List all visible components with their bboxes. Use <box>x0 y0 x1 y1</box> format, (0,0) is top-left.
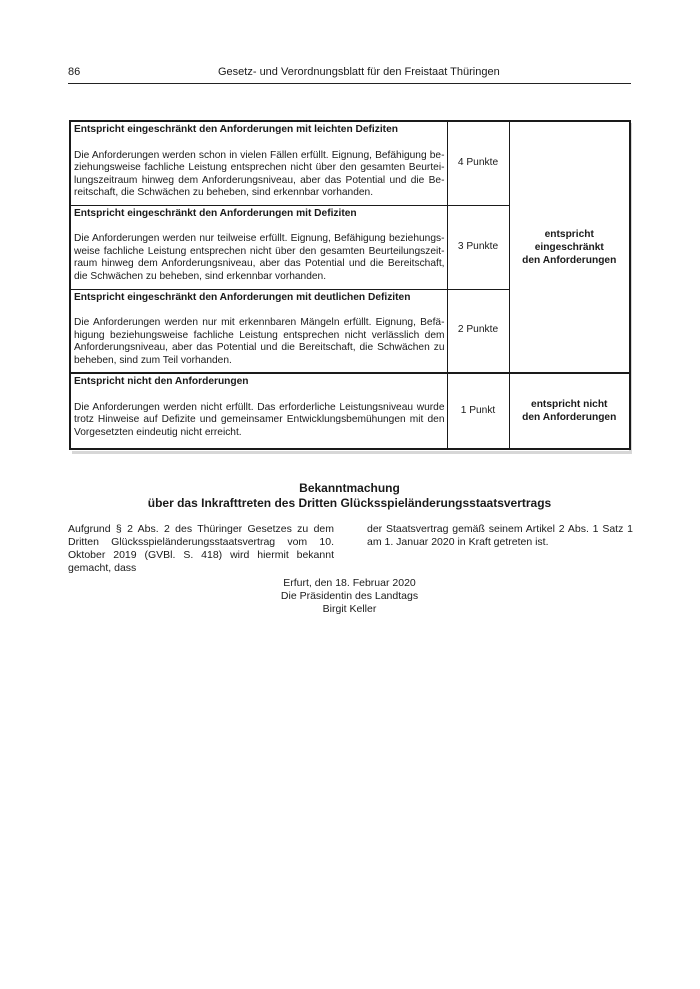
row-title: Entspricht eingeschränkt den Anforderungen mit deutlichen Defiziten <box>74 291 411 303</box>
row-points: 3 Punkte <box>447 205 509 289</box>
announcement-text-left: Aufgrund § 2 Abs. 2 des Thüringer Gesetzes zu dem Dritten Glücksspieländerungsstaatsvertrag vom 10. Oktober 2019 (GVBl. S. 418) wird hiermit bekannt gemacht, dass <box>68 523 334 574</box>
evaluation-table <box>69 120 631 450</box>
category-line: eingeschränkt <box>534 241 604 253</box>
heading-line: Bekanntmachung <box>299 481 400 495</box>
row-description <box>70 205 447 289</box>
heading-line: über das Inkrafttreten des Dritten Glücksspieländerungsstaatsvertrags <box>147 496 552 510</box>
signer-name: Birgit Keller <box>322 603 377 615</box>
signature-block <box>68 577 631 616</box>
publication-title: Gesetz- und Verordnungsblatt für den Freistaat Thüringen <box>218 66 500 78</box>
row-points: 2 Punkte <box>447 289 509 373</box>
category-limited <box>509 121 630 373</box>
category-not <box>509 373 630 449</box>
table-row <box>70 373 630 449</box>
table-shadow-bottom <box>72 451 632 454</box>
row-text: Die Anforderungen werden nur teilweise erfüllt. Eignung, Befähigung beziehungsweise fachliche Leistung entsprechen nicht über den gesamten Beurteilungszeitraum hinweg dem Anforderungsniveau, aber das Potential und die Bereitschaft, die Schwächen zu beheben, sind erkennbar vorhanden. <box>74 233 445 282</box>
category-line: entspricht nicht <box>531 399 608 410</box>
row-title: Entspricht nicht den Anforderungen <box>74 376 249 387</box>
place-date: Erfurt, den 18. Februar 2020 <box>283 577 416 589</box>
header-rule <box>68 83 631 84</box>
category-line: entspricht <box>544 228 594 240</box>
row-points: 4 Punkte <box>447 121 509 205</box>
category-line: den Anforderungen <box>522 412 617 423</box>
row-title: Entspricht eingeschränkt den Anforderungen mit Defiziten <box>74 207 357 219</box>
announcement-heading <box>68 481 631 511</box>
row-text: Die Anforderungen werden nicht erfüllt. Das erforderliche Leistungsniveau wurde trotz Hinweise auf Defizite und gemeinsamer Entwicklungsbemühungen mit den Vorgesetzten eindeutig nicht erreicht. <box>74 401 445 438</box>
announcement-text-right: der Staatsvertrag gemäß seinem Artikel 2 Abs. 1 Satz 1 am 1. Januar 2020 in Kraft getreten ist. <box>367 523 633 548</box>
row-text: Die Anforderungen werden schon in vielen Fällen erfüllt. Eignung, Befähigung beziehungsweise fachliche Leistung entsprechen nicht über den gesamten Beurteilungszeitraum hinweg dem Anforderungsniveau, aber das Potential und die Bereitschaft, die Schwächen zu beheben, sind erkennbar vorhanden. <box>74 149 445 199</box>
table-row <box>70 121 630 205</box>
row-text: Die Anforderungen werden nur mit erkennbaren Mängeln erfüllt. Eignung, Befähigung beziehungsweise fachliche Leistung entsprechen nicht verlässlich dem Anforderungsniveau, aber das Potential und die Bereitschaft, die Schwächen zu beheben, sind zum Teil vorhanden. <box>74 317 445 366</box>
row-title: Entspricht eingeschränkt den Anforderungen mit leichten Defiziten <box>74 124 398 135</box>
category-line: den Anforderungen <box>522 254 617 266</box>
signer-role: Die Präsidentin des Landtags <box>280 590 419 602</box>
page-number: 86 <box>68 66 81 78</box>
row-description <box>70 289 447 373</box>
row-description <box>70 373 447 449</box>
page-header <box>68 66 631 78</box>
row-description <box>70 121 447 205</box>
row-points: 1 Punkt <box>447 373 509 449</box>
